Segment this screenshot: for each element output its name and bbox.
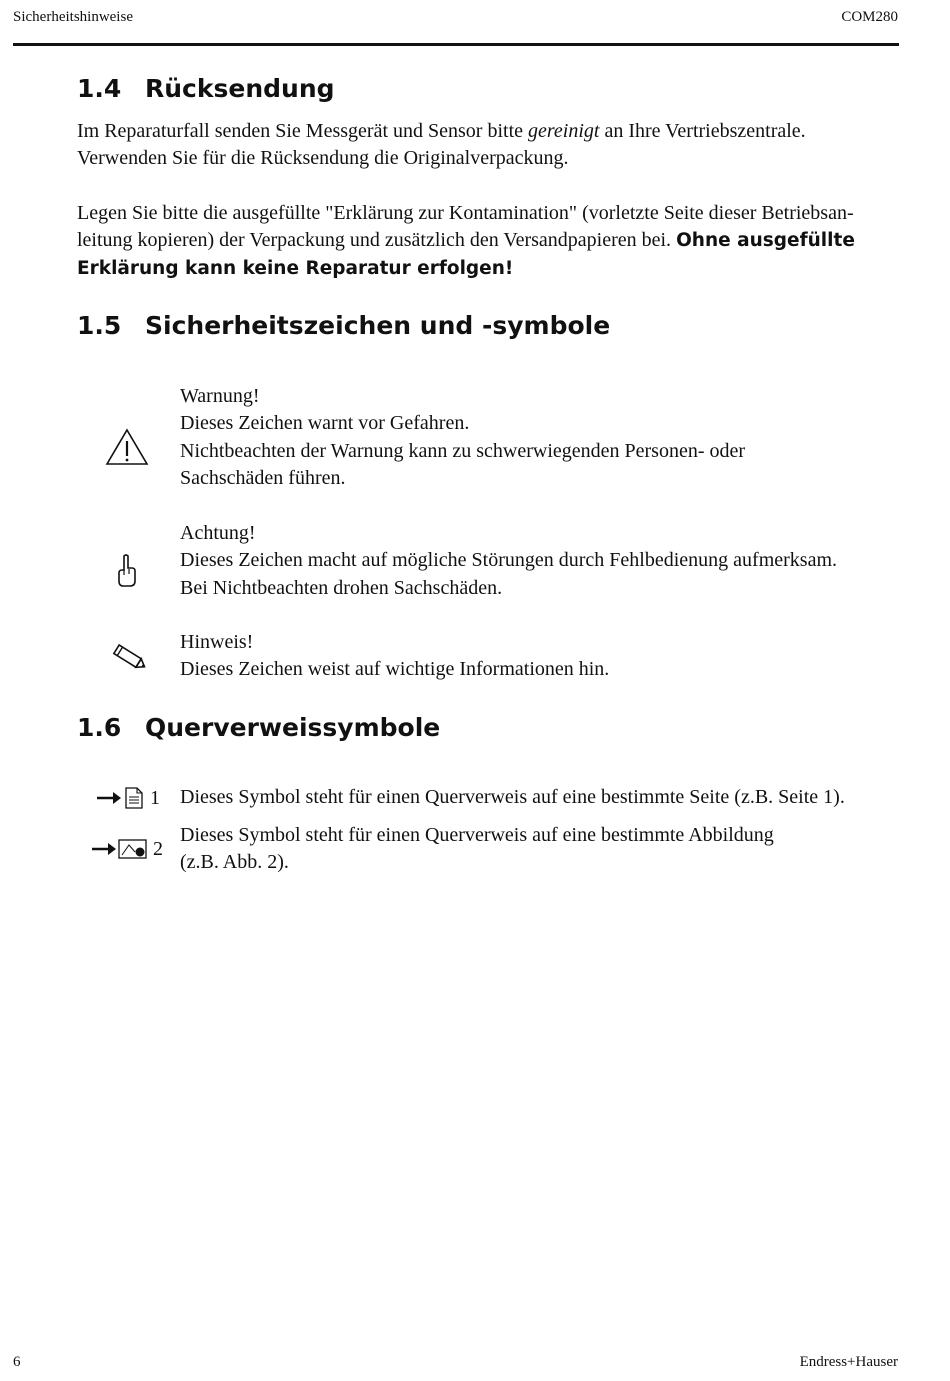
notice-title: Achtung! <box>180 522 256 544</box>
header-rule <box>13 43 899 46</box>
heading-number: 1.5 <box>77 311 122 340</box>
text-line: Nichtbeachten der Warnung kann zu schwerwiegenden Personen- oder <box>180 439 746 462</box>
note-notice <box>180 629 910 684</box>
footer-page-number: 6 <box>13 1354 21 1370</box>
pointing-hand-icon <box>115 553 139 589</box>
paragraph-return-cleaning <box>77 118 907 173</box>
caution-notice <box>180 520 910 602</box>
heading-1-4 <box>77 74 335 104</box>
text-run: leitung kopieren) der Verpackung und zusätzlich den Versandpapieren bei. <box>77 229 677 252</box>
text-run: an Ihre Vertriebszentrale. <box>599 120 806 142</box>
paragraph-contamination-declaration <box>77 200 907 282</box>
heading-title: Querverweissymbole <box>145 713 441 742</box>
page-reference-symbol <box>96 786 160 810</box>
text-line: (z.B. Abb. 2). <box>180 851 289 874</box>
text-line: Dieses Zeichen warnt vor Gefahren. <box>180 412 470 435</box>
emphasis-text: gereinigt <box>528 120 600 142</box>
heading-1-5 <box>77 311 610 341</box>
heading-number: 1.6 <box>77 713 122 742</box>
notice-title: Hinweis! <box>180 631 254 653</box>
text-line: Sachschäden führen. <box>180 466 346 489</box>
figure-reference-icon <box>91 837 149 861</box>
notice-title: Warnung! <box>180 385 260 407</box>
text-line: Dieses Zeichen weist auf wichtige Informationen hin. <box>180 658 610 681</box>
text-line: Legen Sie bitte die ausgefüllte "Erklärung zur Kontamination" (vorletzte Seite dieser Betriebsan- <box>77 202 854 224</box>
heading-title: Sicherheitszeichen und -symbole <box>145 311 611 340</box>
heading-number: 1.4 <box>77 74 122 103</box>
text-line: Bei Nichtbeachten drohen Sachschäden. <box>180 576 503 599</box>
bold-text: Erklärung kann keine Reparatur erfolgen! <box>77 257 514 279</box>
page-reference-description <box>180 784 910 811</box>
bold-text: Ohne ausgefüllte <box>676 230 855 252</box>
header-section-title: Sicherheitshinweise <box>13 9 133 25</box>
figure-reference-description <box>180 822 910 877</box>
heading-title: Rücksendung <box>145 74 335 103</box>
page-reference-number: 1 <box>150 786 160 809</box>
text-line: Dieses Symbol steht für einen Querverweis auf eine bestimmte Abbildung <box>180 824 774 846</box>
pencil-icon <box>106 640 148 674</box>
figure-reference-number: 2 <box>153 837 163 860</box>
footer-company: Endress+Hauser <box>799 1354 898 1370</box>
text-run: Im Reparaturfall senden Sie Messgerät und Sensor bitte <box>77 120 528 142</box>
text-line: Verwenden Sie für die Rücksendung die Originalverpackung. <box>77 147 569 170</box>
header-document-id: COM280 <box>841 9 898 25</box>
text-line: Dieses Zeichen macht auf mögliche Störungen durch Fehlbedienung aufmerksam. <box>180 549 838 572</box>
heading-1-6 <box>77 713 440 743</box>
page-reference-icon <box>96 786 146 810</box>
figure-reference-symbol <box>91 837 163 861</box>
warning-triangle-icon <box>104 427 150 467</box>
text-line: Dieses Symbol steht für einen Querverweis auf eine bestimmte Seite (z.B. Seite 1). <box>180 786 845 808</box>
warning-notice <box>180 383 910 492</box>
